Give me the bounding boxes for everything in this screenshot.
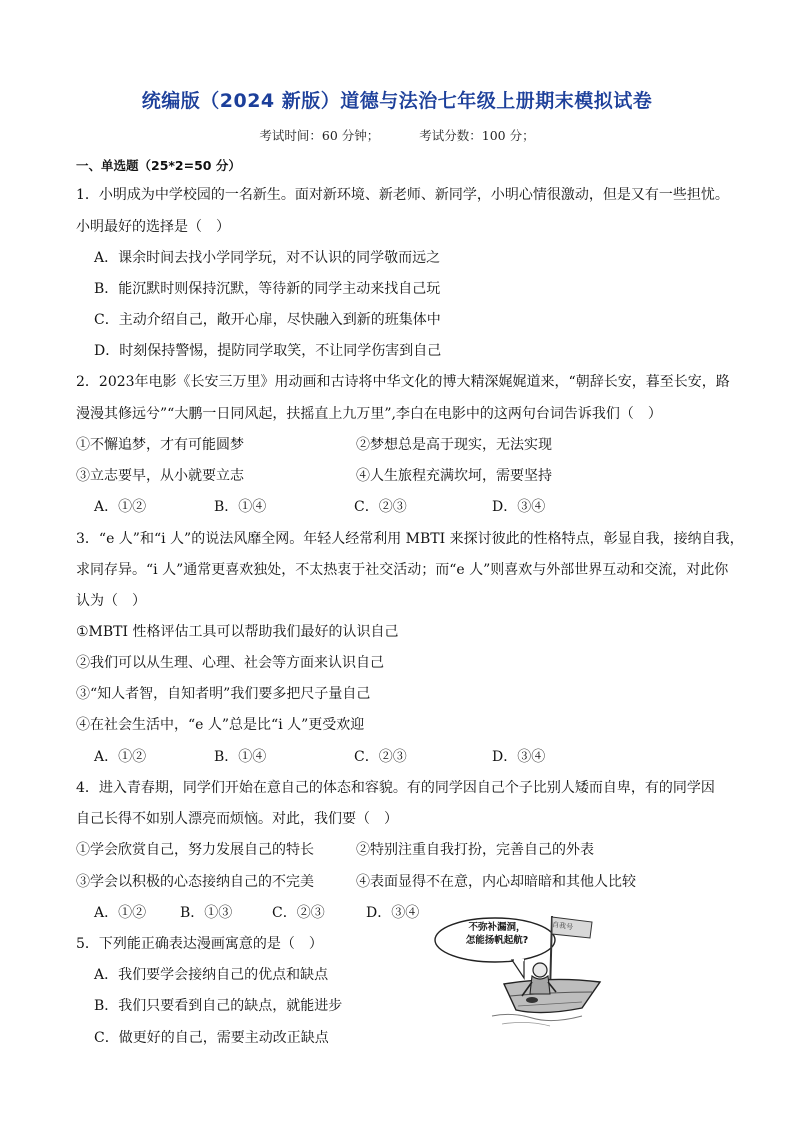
boat-flag-label: 自我号 [551, 920, 574, 932]
q4-statement-4: ④表面显得不在意，内心却暗暗和其他人比较 [356, 874, 636, 890]
q3-statement-3: ③“知人者智，自知者明”我们要多把尺子量自己 [76, 686, 371, 702]
q4-stem-line1: 4．进入青春期，同学们开始在意自己的体态和容貌。有的同学因自己个子比别人矮而自卑，有的同学因 [76, 780, 715, 796]
exam-time: 考试时间：60 分钟； [259, 128, 380, 143]
q1-option-c: C．主动介绍自己，敞开心扉，尽快融入到新的班集体中 [94, 312, 441, 328]
q5-stem: 5．下列能正确表达漫画寓意的是（ ） [76, 936, 323, 952]
exam-score: 考试分数：100 分； [419, 128, 535, 143]
q2-statement-4: ④人生旅程充满坎坷，需要坚持 [356, 468, 552, 484]
q3-statement-4: ④在社会生活中，“e 人”总是比“i 人”更受欢迎 [76, 717, 365, 733]
q2-statement-2: ②梦想总是高于现实，无法实现 [356, 437, 552, 453]
q3-option-c: C．②③ [354, 749, 407, 765]
q4-option-a: A．①② [94, 905, 147, 921]
bubble-line-1: 不弥补漏洞， [468, 922, 526, 933]
q4-statement-2: ②特别注重自我打扮，完善自己的外表 [356, 842, 594, 858]
q5-option-a: A．我们要学会接纳自己的优点和缺点 [94, 967, 329, 983]
q3-statement-2: ②我们可以从生理、心理、社会等方面来认识自己 [76, 655, 384, 671]
q2-option-a: A．①② [94, 499, 147, 515]
q2-option-c: C．②③ [354, 499, 407, 515]
q3-option-a: A．①② [94, 749, 147, 765]
q5-option-c: C．做更好的自己，需要主动改正缺点 [94, 1030, 329, 1046]
q3-option-b: B．①④ [214, 749, 267, 765]
q2-statement-3: ③立志要早，从小就要立志 [76, 468, 244, 484]
cartoon-speech-bubble [452, 921, 542, 947]
q4-option-b: B．①③ [180, 905, 233, 921]
q1-stem-line2: 小明最好的选择是（ ） [76, 219, 230, 235]
exam-title: 统编版（2024 新版）道德与法治七年级上册期末模拟试卷 [141, 90, 653, 112]
q2-statement-1: ①不懈追梦，才有可能圆梦 [76, 437, 244, 453]
q4-statement-3: ③学会以积极的心态接纳自己的不完美 [76, 874, 314, 890]
q1-option-b: B．能沉默时则保持沉默，等待新的同学主动来找自己玩 [94, 281, 441, 297]
q3-stem-line3: 认为（ ） [76, 593, 146, 609]
q3-statement-1: ①MBTI 性格评估工具可以帮助我们最好的认识自己 [76, 624, 399, 640]
q5-option-b: B．我们只要看到自己的缺点，就能进步 [94, 998, 343, 1014]
q1-option-a: A．课余时间去找小学同学玩，对不认识的同学敬而远之 [94, 250, 441, 266]
exam-info [0, 126, 794, 144]
q3-stem-line1: 3．“e 人”和“i 人”的说法风靡全网。年轻人经常利用 MBTI 来探讨彼此的性格特点，彰显自我，接纳自我， [76, 531, 744, 547]
q2-option-d: D．③④ [492, 499, 546, 515]
q1-stem-line1: 1．小明成为中学校园的一名新生。面对新环境、新老师、新同学，小明心情很激动，但是又有一些担忧。 [76, 187, 729, 203]
q4-option-d: D．③④ [366, 905, 420, 921]
q2-stem-line1: 2．2023年电影《长安三万里》用动画和古诗将中华文化的博大精深娓娓道来，“朝辞长安，暮至长安，路 [76, 374, 730, 390]
q3-option-d: D．③④ [492, 749, 546, 765]
q4-stem-line2: 自己长得不如别人漂亮而烦恼。对此，我们要（ ） [76, 811, 398, 827]
bubble-line-2: 怎能扬帆起航? [465, 935, 529, 946]
q2-option-b: B．①④ [214, 499, 267, 515]
q3-stem-line2: 求同存异。“i 人”通常更喜欢独处，不太热衷于社交活动；而“e 人”则喜欢与外部世界互动和交流，对此你 [76, 562, 729, 578]
q4-statement-1: ①学会欣赏自己，努力发展自己的特长 [76, 842, 314, 858]
q5-cartoon [432, 912, 602, 1032]
q1-option-d: D．时刻保持警惕，提防同学取笑，不让同学伤害到自己 [94, 343, 442, 359]
q4-option-c: C．②③ [272, 905, 325, 921]
section-heading: 一、单选题（25*2=50 分） [76, 158, 241, 173]
q2-stem-line2: 漫漫其修远兮”“大鹏一日同风起，扶摇直上九万里”,李白在电影中的这两句台词告诉我们（ ） [76, 406, 662, 422]
